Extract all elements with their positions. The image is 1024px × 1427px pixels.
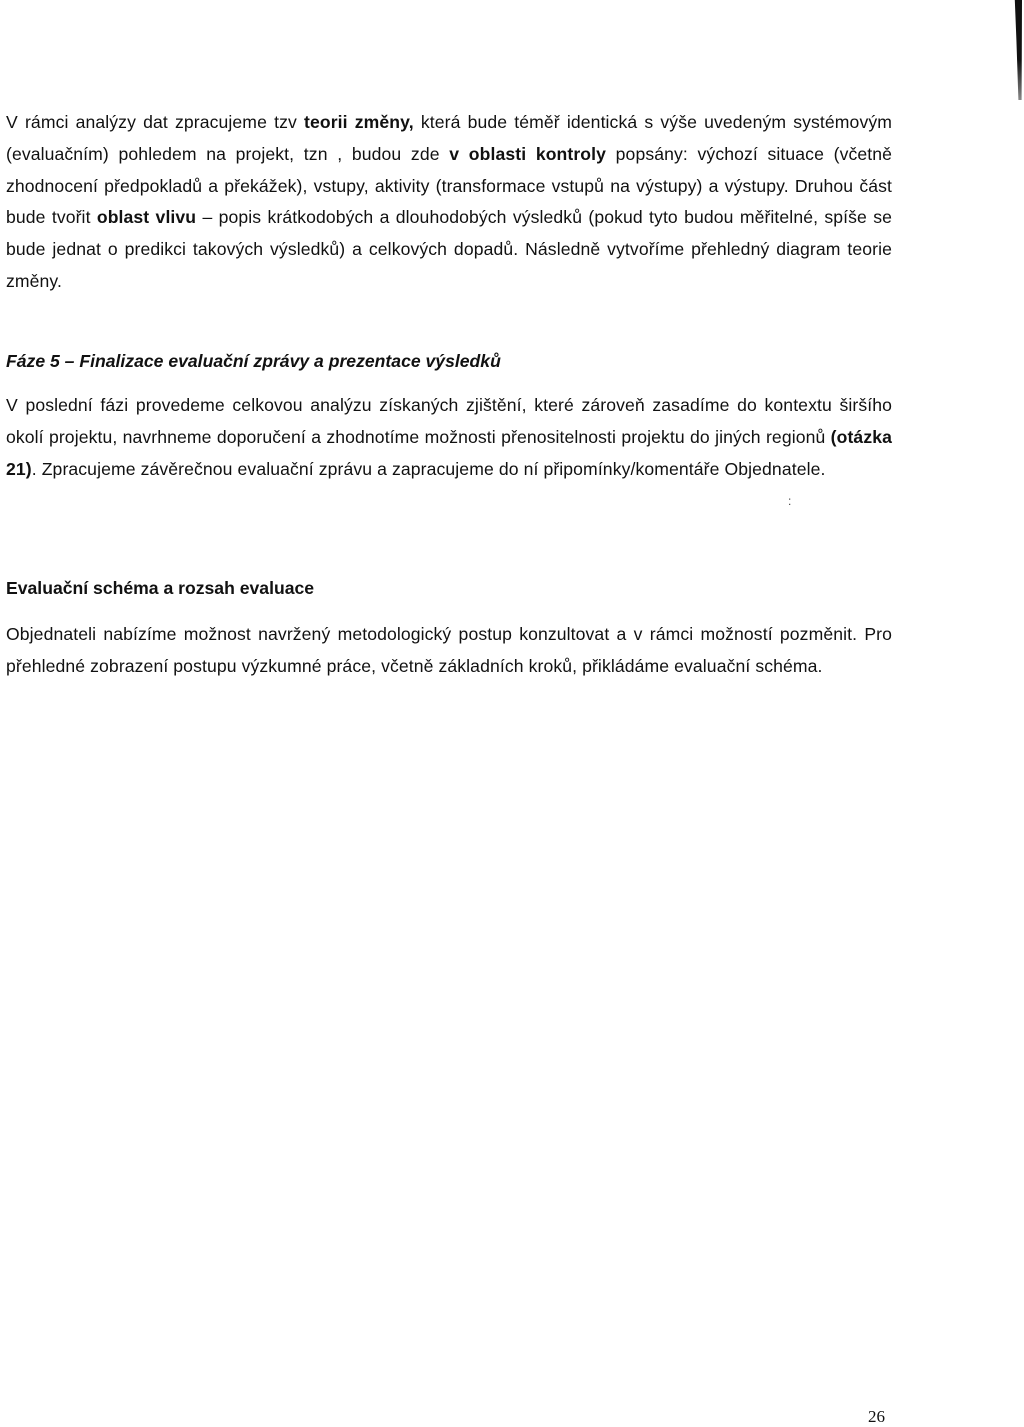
paragraph-text: popsány: výchozí situace (včetně zhodnocení předpokladů a překážek), vstupy, aktivity (transformace vstupů na výstupy) a výstupy. Druhou část bude tvořit [6, 143, 893, 228]
paragraph-text: která bude téměř identická s výše uvedeným systémovým (evaluačním) pohledem na projekt, tzn , budou zde [6, 112, 892, 164]
bold-term-theory-of-change: teorii změny, [304, 112, 414, 132]
paragraph-phase-5 [6, 390, 892, 485]
paragraph-theory-of-change [6, 107, 892, 298]
paragraph-text: V poslední fázi provedeme celkovou analýzu získaných zjištění, které zároveň zasadíme do kontextu širšího okolí projektu, navrhneme doporučení a zhodnotíme možnosti přenositelnosti projektu do jiných regionů [6, 395, 892, 447]
paragraph-text: V rámci analýzy dat zpracujeme tzv [6, 112, 305, 132]
paragraph-text: . Zpracujeme závěrečnou evaluační zprávu a zapracujeme do ní připomínky/komentáře Objednatele. [31, 458, 826, 479]
page-number: 26 [868, 1407, 885, 1426]
stray-mark: : [788, 494, 792, 508]
scan-artifact [1014, 0, 1022, 100]
paragraph-evaluation-schema: Objednateli nabízíme možnost navržený metodologický postup konzultovat a v rámci možností pozměnit. Pro přehledné zobrazení postupu výzkumné práce, včetně základních kroků, přikládáme evaluační schéma. [6, 624, 892, 676]
bold-term-influence-area: oblast vlivu [96, 207, 197, 228]
bold-term-question-21: (otázka 21) [6, 426, 892, 479]
paragraph-text: – popis krátkodobých a dlouhodobých výsledků (pokud tyto budou měřitelné, spíše se bude jednat o predikci takových výsledků) a celkových dopadů. Následně vytvoříme přehledný diagram teorie změny. [6, 207, 892, 291]
section-heading-evaluation-schema: Evaluační schéma a rozsah evaluace [6, 578, 315, 598]
bold-term-control-area: v oblasti kontroly [449, 143, 607, 164]
section-heading-phase-5: Fáze 5 – Finalizace evaluační zprávy a prezentace výsledků [6, 351, 501, 371]
